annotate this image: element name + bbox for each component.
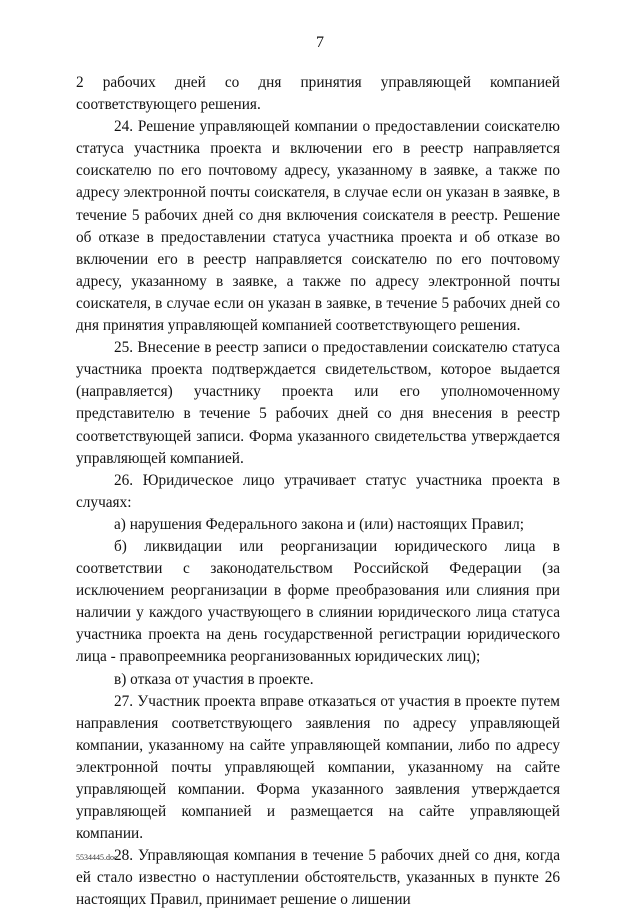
paragraph-26-item-v: в) отказа от участия в проекте. xyxy=(114,670,314,688)
paragraph-26-item-b: б) ликвидации или реорганизации юридического лица в соответствии с законодательством Российской Федерации (за исключением реорганизации в форме преобразования или слияния при наличии у каждого участвующего в слиянии юридического лица статуса участника проекта на день государственной регистрации юридического лица - правопреемника реорганизованных юридических лиц); xyxy=(76,537,560,666)
paragraph-28: 28. Управляющая компания в течение 5 рабочих дней со дня, когда ей стало известно о наступлении обстоятельств, указанных в пункте 26 настоящих Правил, принимает решение о лишении xyxy=(76,847,560,909)
document-body xyxy=(76,72,560,912)
page-number: 7 xyxy=(316,34,324,51)
paragraph-24: 24. Решение управляющей компании о предоставлении соискателю статуса участника проекта и включении его в реестр направляется соискателю по его почтовому адресу, указанному в заявке, а также по адресу электронной почты соискателя, в случае если он указан в заявке, в течение 5 рабочих дней со дня включения соискателя в реестр. Решение об отказе в предоставлении статуса участника проекта и об отказе во включении его в реестр направляется соискателю по его почтовому адресу, указанному в заявке, а также по адресу электронной почты соискателя, в случае если он указан в заявке, в течение 5 рабочих дней со дня принятия управляющей компанией соответствующего решения. xyxy=(76,118,560,335)
paragraph-26: 26. Юридическое лицо утрачивает статус участника проекта в случаях: xyxy=(76,471,560,511)
paragraph-27: 27. Участник проекта вправе отказаться от участия в проекте путем направления соответствующего заявления по адресу управляющей компании, указанному на сайте управляющей компании, либо по адресу электронной почты управляющей компании, указанному на сайте управляющей компании. Форма указанного заявления утверждается управляющей компанией и размещается на сайте управляющей компании. xyxy=(76,692,560,843)
paragraph-25: 25. Внесение в реестр записи о предоставлении соискателю статуса участника проекта подтверждается свидетельством, которое выдается (направляется) участнику проекта или его уполномоченному представителю в течение 5 рабочих дней со дня внесения в реестр соответствующей записи. Форма указанного свидетельства утверждается управляющей компанией. xyxy=(76,339,560,467)
paragraph-continuation: 2 рабочих дней со дня принятия управляющей компанией соответствующего решения. xyxy=(76,74,560,114)
paragraph-26-item-a: а) нарушения Федерального закона и (или) настоящих Правил; xyxy=(114,515,525,533)
footer-doc-code: 5534445.doc xyxy=(76,853,118,862)
